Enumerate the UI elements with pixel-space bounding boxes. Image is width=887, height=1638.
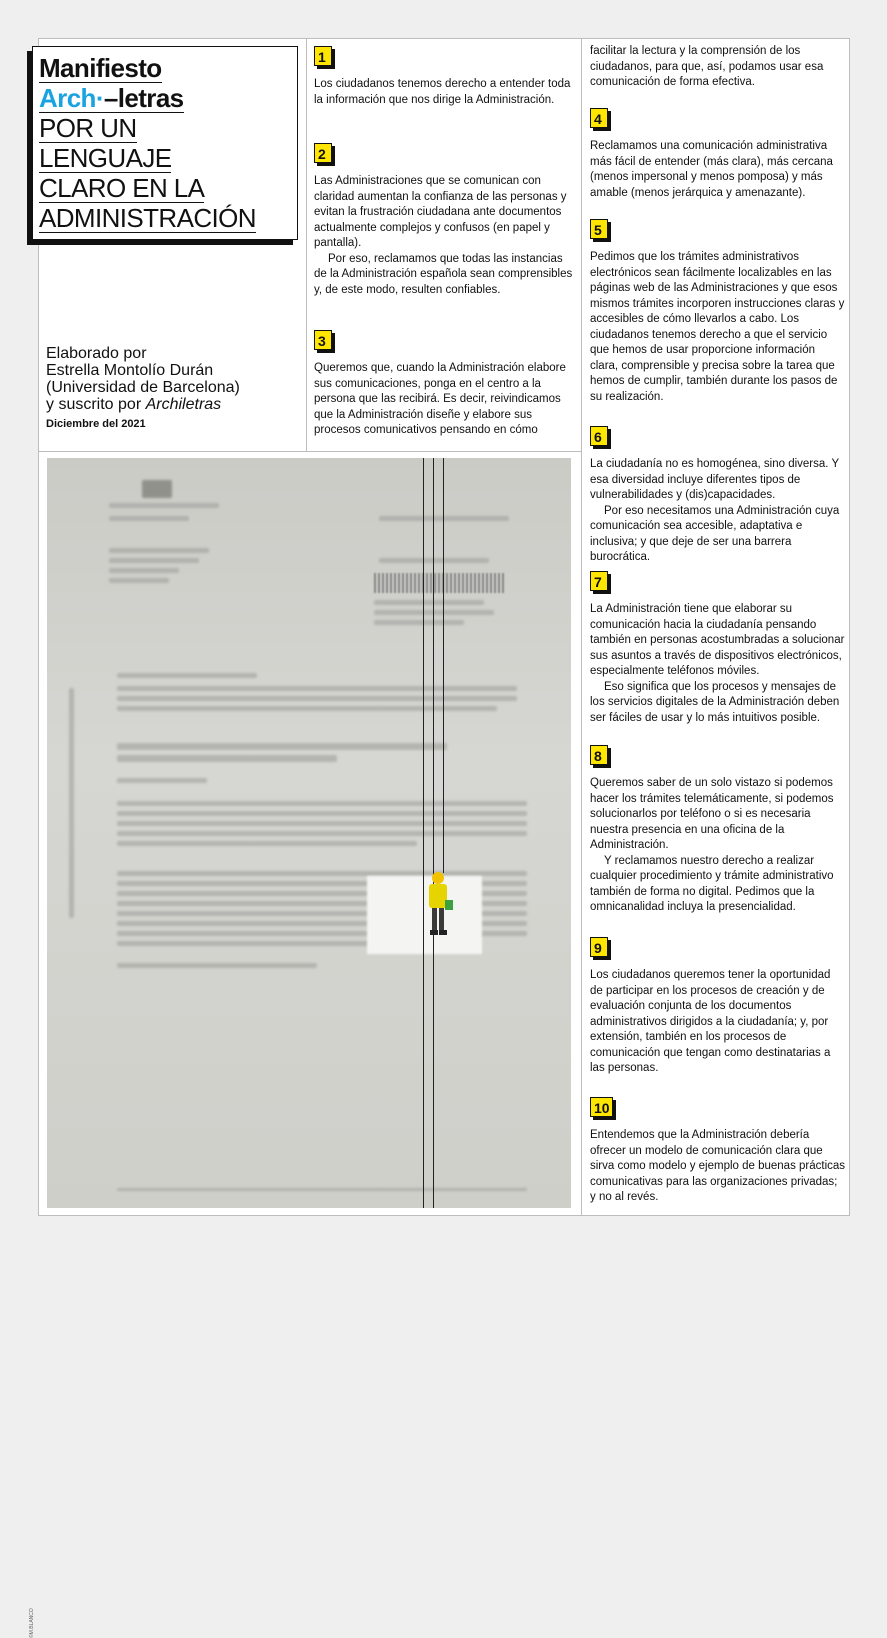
illustration-photo	[29, 458, 571, 1638]
point-6	[590, 426, 846, 566]
title-box	[32, 46, 298, 240]
point-number: 3	[314, 330, 332, 350]
barcode	[374, 573, 504, 593]
point-text: Queremos saber de un solo vistazo si podemos hacer los trámites telemáticamente, si podemos solucionarlos por teléfono o si es necesaria nuestra presencia en una oficina de la Administración.	[590, 777, 834, 851]
point-text: La Administración tiene que elaborar su comunicación hacia la ciudadanía pensando también en personas acostumbradas a solucionar sus asuntos a través de dispositivos electrónicos, especialmente teléfonos móviles.	[590, 603, 845, 677]
point-number: 9	[590, 937, 608, 957]
window-cleaner-figure	[419, 870, 457, 950]
point-text: Y reclamamos nuestro derecho a realizar cualquier procedimiento y trámite administrativo también de forma no digital. Pedimos que la omnicanalidad incluya la presencialidad.	[590, 854, 834, 913]
row-divider	[38, 451, 582, 452]
title-manifiesto: Manifiesto	[39, 53, 162, 83]
point-number: 2	[314, 143, 332, 163]
point-number: 7	[590, 571, 608, 591]
point-10	[590, 1097, 846, 1206]
point-9	[590, 937, 846, 1077]
point-3	[314, 330, 576, 439]
photo-credit: ©M.BLANCO	[29, 1608, 35, 1638]
point-text: Los ciudadanos queremos tener la oportunidad de participar en los procesos de creación y de evaluación conjunta de los documentos administrativos dirigidos a la ciudadanía; y, por extensión, también en los procesos de comunicación que tengan como destinatarias a las personas.	[590, 969, 831, 1074]
point-number: 1	[314, 46, 332, 66]
credits-date: Diciembre del 2021	[46, 418, 146, 430]
credits-subscribed: y suscrito por	[46, 396, 146, 413]
point-text: Por eso necesitamos una Administración cuya comunicación sea accesible, adaptativa e inclusiva; y que deje de ser una barrera burocrática.	[590, 504, 840, 563]
point-text: Por eso, reclamamos que todas las instancias de la Administración española sean comprensibles y, de este modo, resulten confiables.	[314, 252, 573, 296]
point-number: 8	[590, 745, 608, 765]
point-text: Entendemos que la Administración debería ofrecer un modelo de comunicación clara que sirva como modelo y ejemplo de buenas prácticas comunicativas para las organizaciones privadas; y no al revés.	[590, 1129, 846, 1203]
point-number: 10	[590, 1097, 613, 1117]
side-text	[69, 688, 74, 918]
point-text: Eso significa que los procesos y mensajes de los servicios digitales de la Administración deben ser fáciles de usar y lo más intuitivos posible.	[590, 680, 840, 724]
title-claro: CLARO EN LA	[39, 173, 205, 203]
title-letras: –letras	[103, 83, 184, 113]
rope-middle	[433, 458, 434, 1208]
point-5	[590, 219, 846, 405]
title-arch: Arch·	[39, 83, 104, 113]
rope-left	[423, 458, 424, 1208]
credits-line-1: Elaborado por	[46, 345, 147, 362]
tax-agency-logo	[142, 480, 172, 498]
credits	[46, 345, 296, 430]
credits-archiletras: Archiletras	[145, 396, 222, 413]
point-4	[590, 108, 846, 201]
point-text: Pedimos que los trámites administrativos electrónicos sean fácilmente localizables en las páginas web de las Administraciones y que esos mismos trámites incorporen instrucciones claras y accesibles de cómo llevarlos a cabo. Los ciudadanos tenemos derecho a que el servicio que hemos de usar proporcione información clara, comprensible y precisa sobre la tarea que hemos de cumplir, también durante los pasos de su realización.	[590, 251, 845, 403]
point-text: Los ciudadanos tenemos derecho a entender toda la información que nos dirige la Administración.	[314, 78, 571, 106]
point-3-continuation	[590, 44, 846, 91]
title-lenguaje: LENGUAJE	[39, 143, 172, 173]
point-2	[314, 143, 576, 298]
point-number: 5	[590, 219, 608, 239]
point-text: facilitar la lectura y la comprensión de los ciudadanos, para que, así, podamos usar esa comunicación de forma efectiva.	[590, 45, 824, 88]
title-administracion: ADMINISTRACIÓN	[39, 203, 256, 233]
column-divider-right	[581, 38, 582, 1216]
point-8	[590, 745, 846, 916]
point-number: 4	[590, 108, 608, 128]
point-number: 6	[590, 426, 608, 446]
point-7	[590, 571, 846, 726]
point-1	[314, 46, 576, 108]
point-text: La ciudadanía no es homogénea, sino diversa. Y esa diversidad incluye diferentes tipos de vulnerabilidades y (dis)capacidades.	[590, 458, 839, 501]
column-divider-left	[306, 38, 307, 452]
point-text: Las Administraciones que se comunican con claridad aumentan la confianza de las personas y evitan la frustración ciudadana ante documentos actualmente complejos y confusos (en papel y pantalla).	[314, 175, 567, 249]
credits-university: (Universidad de Barcelona)	[46, 379, 240, 396]
point-text: Reclamamos una comunicación administrativa más fácil de entender (más clara), más cercana (menos impersonal y menos pomposa) y más amable (menos jerárquica y amenazante).	[590, 140, 833, 199]
credits-author: Estrella Montolío Durán	[46, 362, 214, 379]
title-por-un: POR UN	[39, 113, 137, 143]
rope-right	[443, 458, 444, 873]
point-text: Queremos que, cuando la Administración elabore sus comunicaciones, ponga en el centro a la persona que las recibirá. Es decir, reivindicamos que la Administración diseñe y elabore sus procesos comunicativos pensando en cómo	[314, 362, 566, 436]
